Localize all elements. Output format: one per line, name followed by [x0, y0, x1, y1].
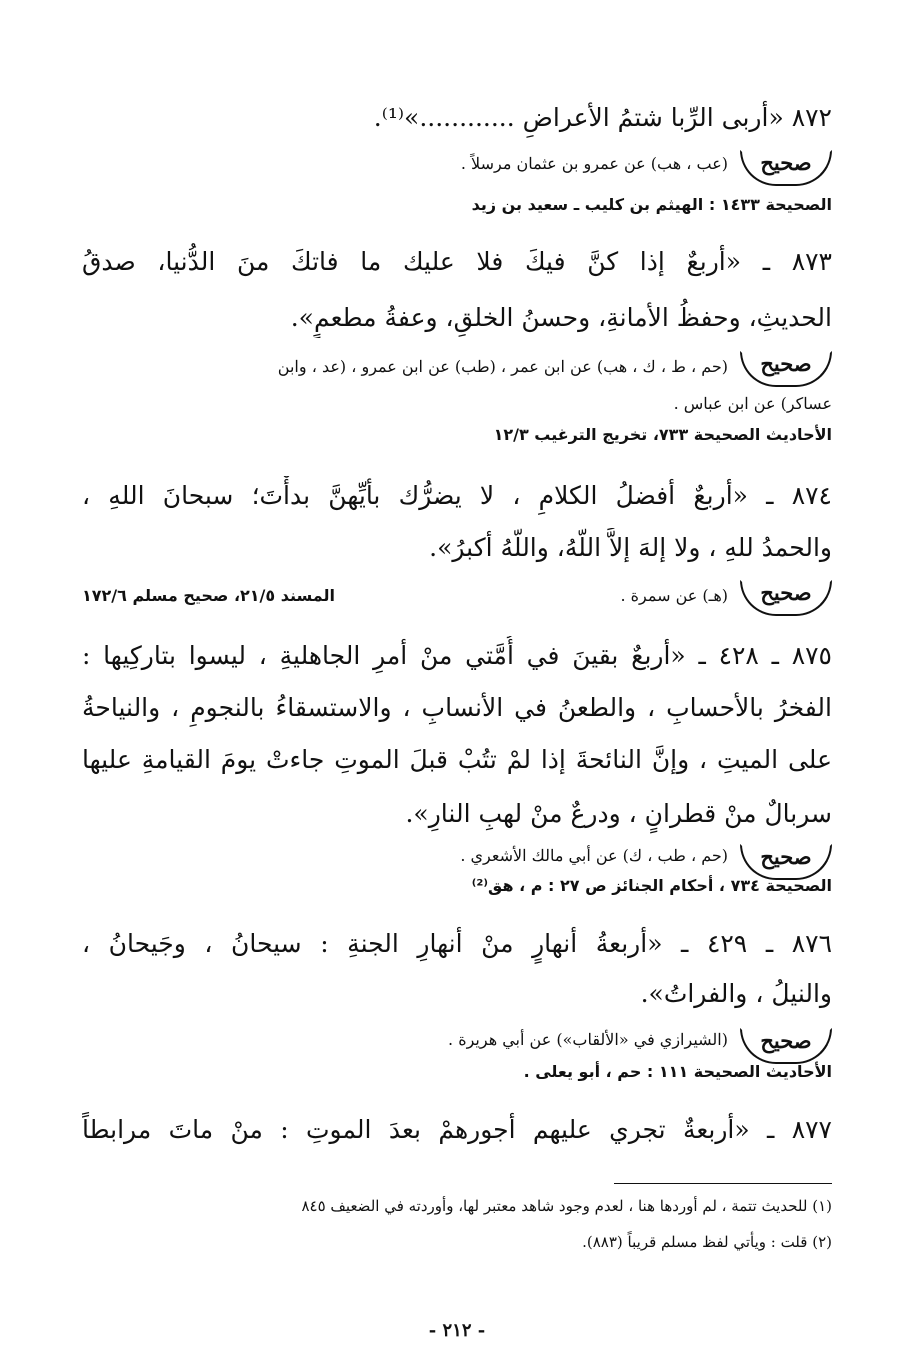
hadith-875-line2: الفخرُ بالأحسابِ ، والطعنُ في الأنسابِ ، والاستسقاءُ بالنجومِ ، والنياحةُ: [82, 693, 832, 722]
hadith-873-ref: الأحاديث الصحيحة ٧٣٣، تخريج الترغيب ١٢/٣: [493, 425, 832, 444]
hadith-873-source2: عساكر) عن ابن عباس .: [673, 394, 832, 413]
hadith-873-line1: ٨٧٣ ـ «أربعٌ إذا كنَّ فيكَ فلا عليك ما فاتكَ منَ الدُّنيا، صدقُ: [82, 247, 832, 276]
grade-label: صحيح: [760, 150, 812, 175]
hadith-872-text: ٨٧٢ «أربى الرِّبا شتمُ الأعراضِ ............»⁽¹⁾.: [373, 103, 832, 132]
hadith-876-line2: والنيلُ ، والفراتُ».: [640, 979, 832, 1008]
grade-label: صحيح: [760, 844, 812, 869]
footnote-2: (٢) قلت : ويأتي لفظ مسلم قريباً (٨٨٣).: [582, 1233, 832, 1251]
hadith-874-line2: والحمدُ للهِ ، ولا إلهَ إلاَّ اللّهُ، واللّهُ أكبرُ».: [429, 533, 832, 562]
hadith-872-ref: الصحيحة ١٤٣٣ : الهيثم بن كليب ـ سعيد بن زيد: [471, 195, 832, 214]
hadith-873-source1: (حم ، ط ، ك ، هب) عن ابن عمر ، (طب) عن ابن عمرو ، (عد ، وابن: [277, 357, 728, 376]
hadith-875-line4: سربالٌ منْ قطرانٍ ، ودرعٌ منْ لهبِ النارِ».: [405, 799, 832, 828]
hadith-874-line1: ٨٧٤ ـ «أربعٌ أفضلُ الكلامِ ، لا يضرُّك بأيِّهنَّ بدأْتَ؛ سبحانَ اللهِ ،: [82, 481, 832, 510]
hadith-876-source: (الشيرازي في «الألقاب») عن أبي هريرة .: [448, 1030, 728, 1049]
grade-badge-872: [740, 150, 832, 186]
grade-badge-876: [740, 1028, 832, 1064]
grade-label: صحيح: [760, 1028, 812, 1053]
hadith-872-source: (عب ، هب) عن عمرو بن عثمان مرسلاً .: [460, 154, 728, 173]
hadith-874-ref: المسند ٢١/٥، صحيح مسلم ١٧٢/٦: [82, 586, 335, 605]
hadith-873-line2: الحديثِ، وحفظُ الأمانةِ، وحسنُ الخلقِ، وعفةُ مطعمٍ».: [290, 303, 832, 332]
hadith-877-line1: ٨٧٧ ـ «أربعةٌ تجري عليهم أجورهمْ بعدَ الموتِ : منْ ماتَ مرابطاً: [82, 1115, 832, 1144]
page-number: - ٢١٢ -: [428, 1320, 486, 1341]
grade-label: صحيح: [760, 351, 812, 376]
hadith-875-line1: ٨٧٥ ـ ٤٢٨ ـ «أربعٌ بقينَ في أُمَّتي منْ أمرِ الجاهليةِ ، ليسوا بتاركِيها :: [82, 641, 832, 670]
hadith-874-source: (هـ) عن سمرة .: [620, 586, 728, 605]
hadith-875-ref: الصحيحة ٧٣٤ ، أحكام الجنائز ص ٢٧ : م ، هق⁽²⁾: [471, 876, 832, 895]
hadith-876-line1: ٨٧٦ ـ ٤٢٩ ـ «أربعةُ أنهارٍ منْ أنهارِ الجنةِ : سيحانُ ، وجَيحانُ ،: [82, 929, 832, 958]
grade-badge-873: [740, 351, 832, 387]
footnote-1: (١) للحديث تتمة ، لم أوردها هنا ، لعدم وجود شاهد معتبر لها، وأوردته في الضعيف ٨٤٥: [301, 1197, 832, 1215]
grade-badge-874: [740, 580, 832, 616]
hadith-875-line3: على الميتِ ، وإنَّ النائحةَ إذا لمْ تتُبْ قبلَ الموتِ جاءتْ يومَ القيامةِ عليها: [82, 745, 832, 774]
hadith-875-source: (حم ، طب ، ك) عن أبي مالك الأشعري .: [460, 846, 728, 865]
grade-label: صحيح: [760, 580, 812, 605]
hadith-876-ref: الأحاديث الصحيحة ١١١ : حم ، أبو يعلى .: [523, 1062, 832, 1081]
footnote-divider: [614, 1183, 832, 1184]
